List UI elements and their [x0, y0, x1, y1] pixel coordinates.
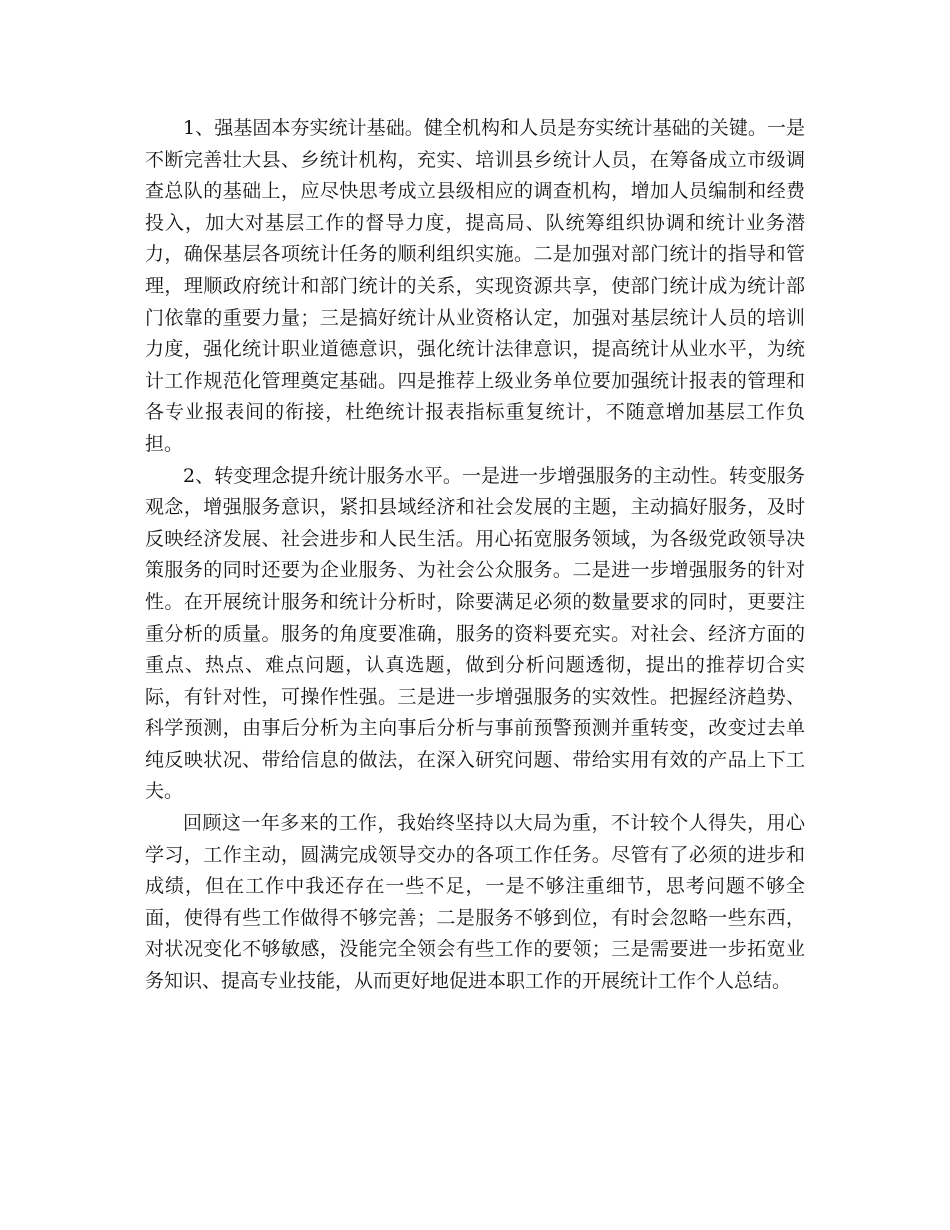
- paragraph-service-level: 2、转变理念提升统计服务水平。一是进一步增强服务的主动性。转变服务观念，增强服务意识，紧扣县域经济和社会发展的主题，主动搞好服务，及时反映经济发展、社会进步和人民生活。用心拓宽服务领域，为各级党政领导决策服务的同时还要为企业服务、为社会公众服务。二是进一步增强服务的针对性。在开展统计服务和统计分析时，除要满足必须的数量要求的同时，更要注重分析的质量。服务的角度要准确，服务的资料要充实。对社会、经济方面的重点、热点、难点问题，认真选题，做到分析问题透彻，提出的推荐切合实际，有针对性，可操作性强。三是进一步增强服务的实效性。把握经济趋势、科学预测，由事后分析为主向事后分析与事前预警预测并重转变，改变过去单纯反映状况、带给信息的做法，在深入研究问题、带给实用有效的产品上下工夫。: [145, 464, 805, 803]
- paragraph-statistics-foundation: 1、强基固本夯实统计基础。健全机构和人员是夯实统计基础的关键。一是不断完善壮大县、乡统计机构，充实、培训县乡统计人员，在筹备成立市级调查总队的基础上，应尽快思考成立县级相应的调查机构，增加人员编制和经费投入，加大对基层工作的督导力度，提高局、队统筹组织协调和统计业务潜力，确保基层各项统计任务的顺利组织实施。二是加强对部门统计的指导和管理，理顺政府统计和部门统计的关系，实现资源共享，使部门统计成为统计部门依靠的重要力量；三是搞好统计从业资格认定，加强对基层统计人员的培训力度，强化统计职业道德意识，强化统计法律意识，提高统计从业水平，为统计工作规范化管理奠定基础。四是推荐上级业务单位要加强统计报表的管理和各专业报表间的衔接，杜绝统计报表指标重复统计，不随意增加基层工作负担。: [145, 117, 805, 455]
- paragraph-review-summary: 回顾这一年多来的工作，我始终坚持以大局为重，不计较个人得失，用心学习，工作主动，圆满完成领导交办的各项工作任务。尽管有了必须的进步和成绩，但在工作中我还存在一些不足，一是不够注重细节，思考问题不够全面，使得有些工作做得不够完善；二是服务不够到位，有时会忽略一些东西，对状况变化不够敏感，没能完全领会有些工作的要领；三是需要进一步拓宽业务知识、提高专业技能，从而更好地促进本职工作的开展统计工作个人总结。: [145, 812, 805, 993]
- document-page: [145, 113, 805, 998]
